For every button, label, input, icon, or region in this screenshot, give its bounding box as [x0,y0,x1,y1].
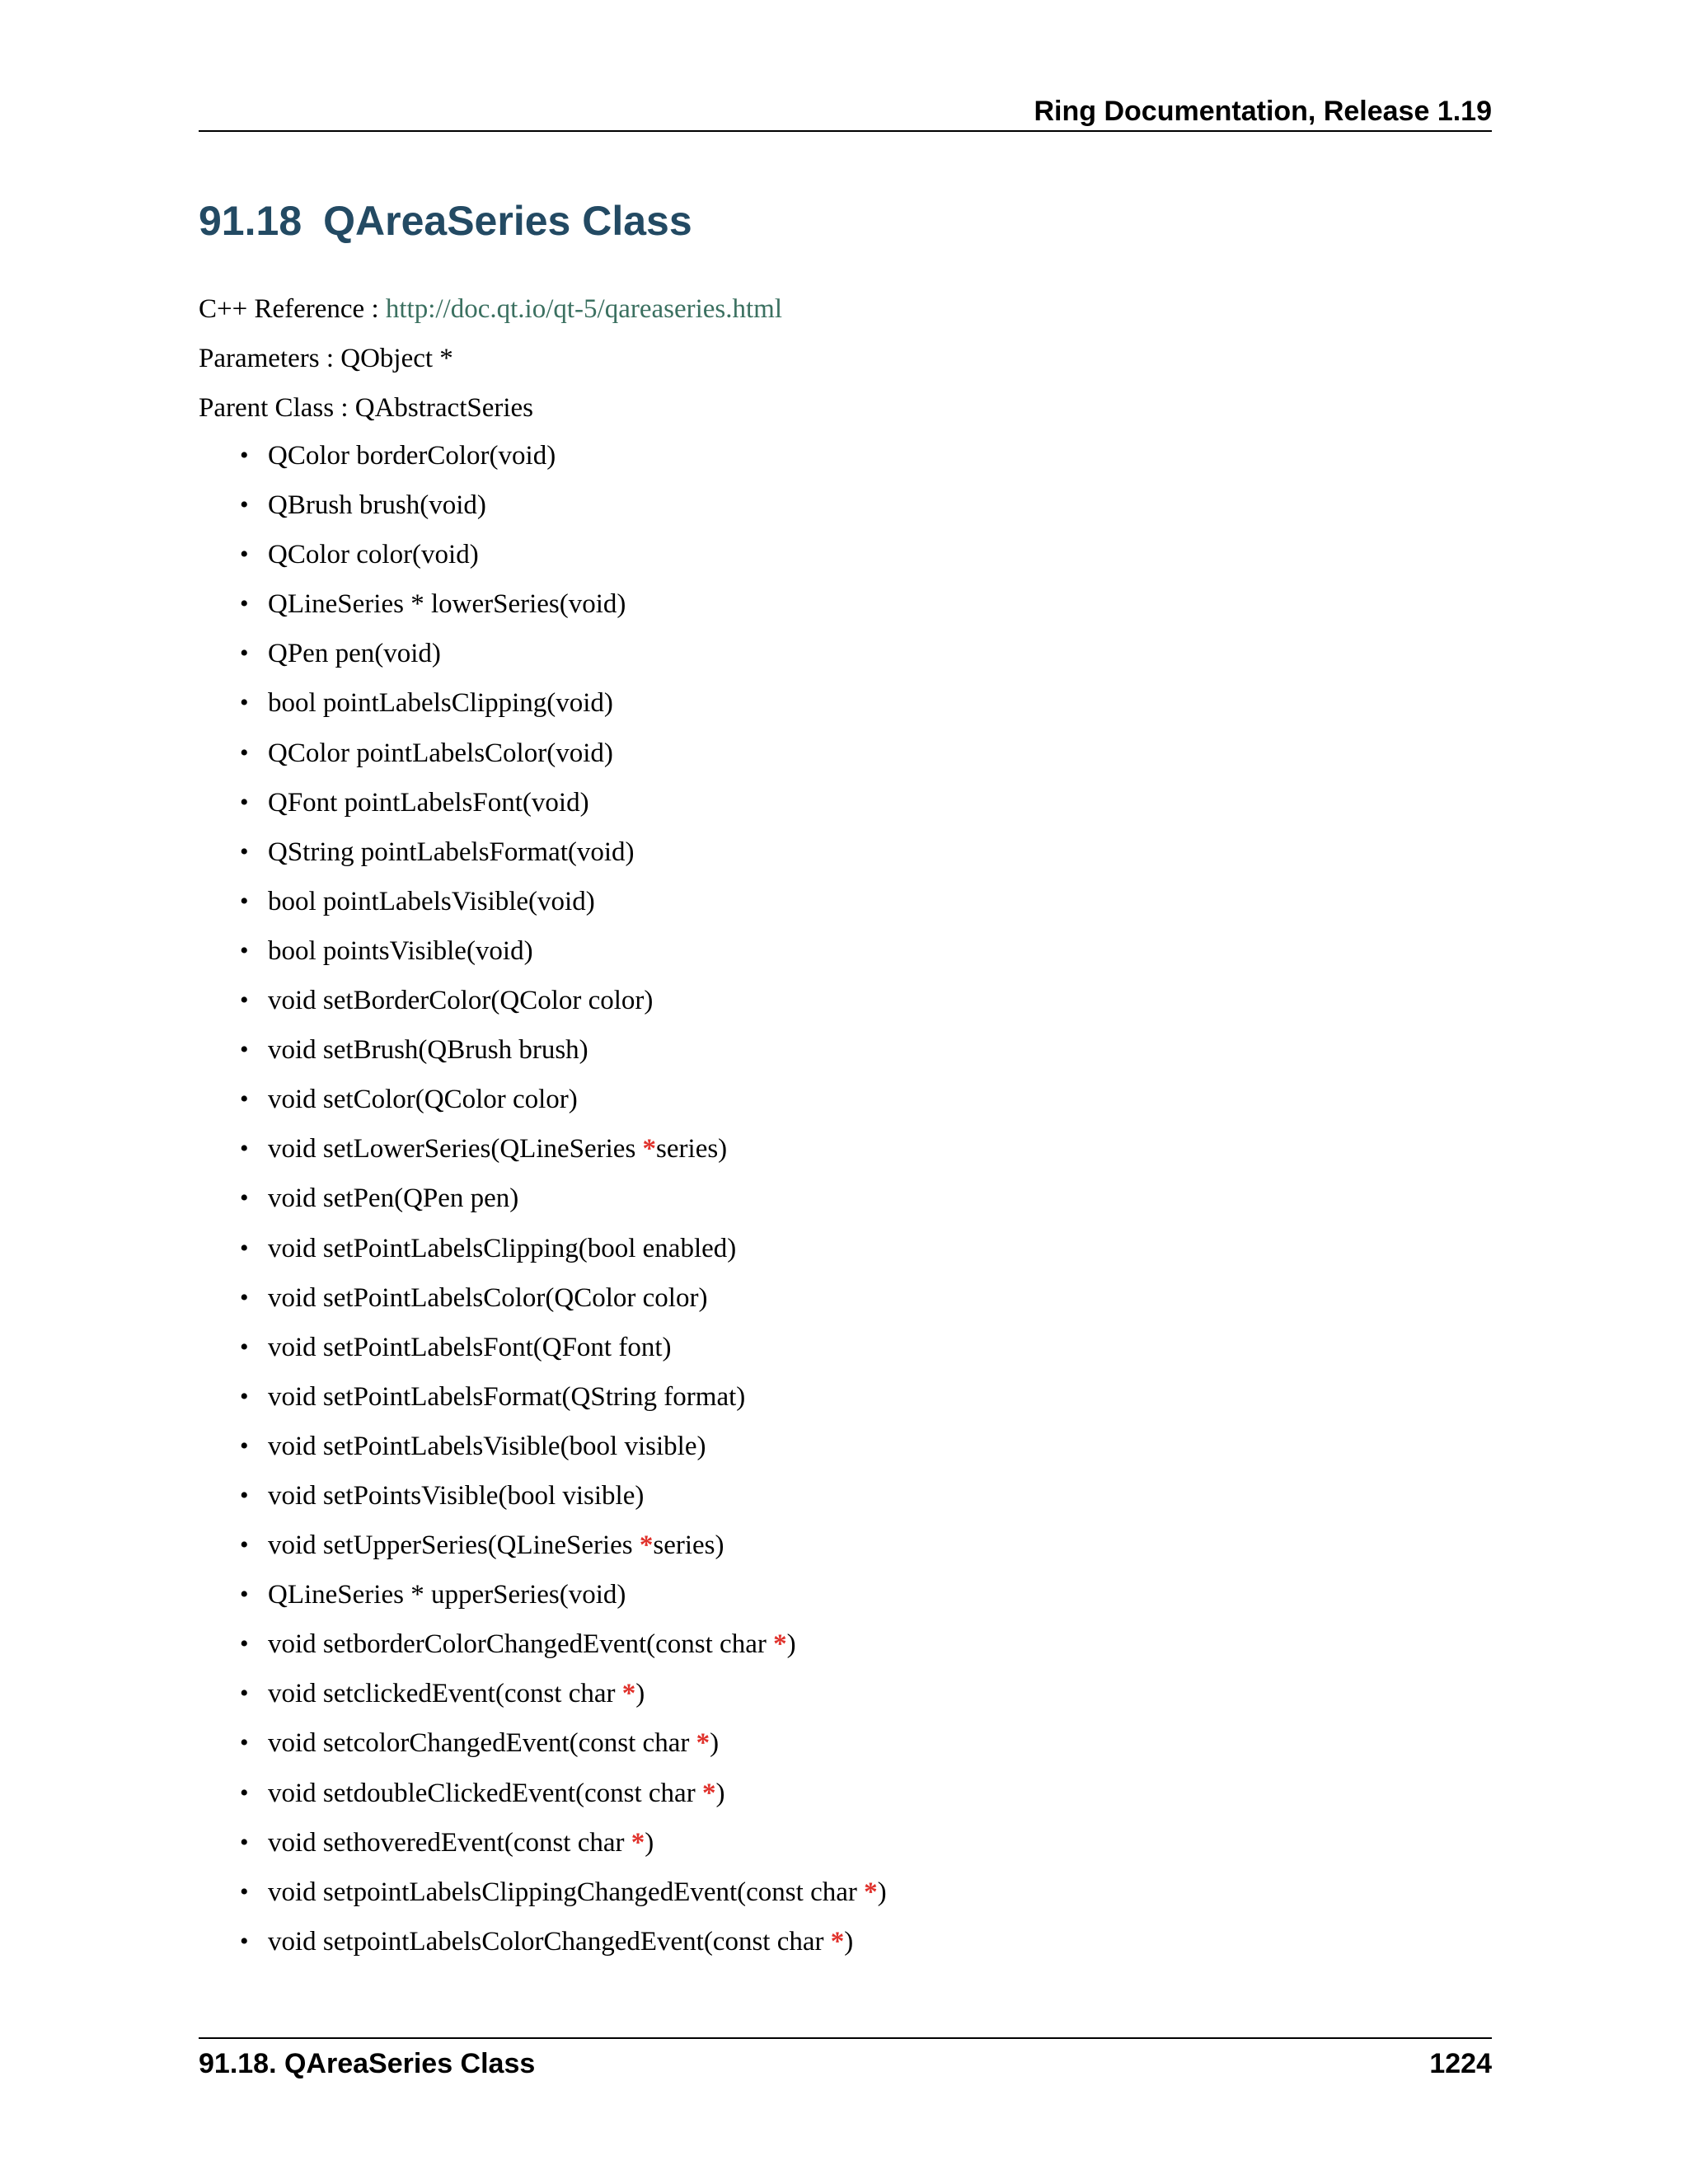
method-item [0,1868,887,1917]
section-title [199,188,692,254]
pointer-asterisk: * [696,1728,710,1759]
pointer-asterisk: * [631,1827,645,1858]
method-signature-tail: series) [656,1134,728,1165]
method-item [0,678,887,728]
method-signature: QBrush brush(void) [268,490,486,521]
pointer-asterisk: * [642,1134,657,1165]
method-item [0,1025,887,1075]
method-signature-tail: ) [786,1629,796,1660]
parameters-line: Parameters : QObject * [199,344,453,373]
method-item [0,827,887,877]
running-title: Ring Documentation, Release 1.19 [1034,96,1492,127]
method-item [0,926,887,976]
method-signature-tail: ) [645,1827,654,1858]
method-item [0,1471,887,1521]
method-item [0,778,887,827]
page-number: 1224 [1429,2048,1492,2079]
bullet-icon: • [240,1036,249,1064]
method-signature: void setborderColorChangedEvent(const char [268,1629,774,1660]
method-item [0,1224,887,1273]
footer-section-label: 91.18. QAreaSeries Class [199,2048,536,2079]
bullet-icon: • [240,491,249,519]
method-signature: void setpointLabelsClippingChangedEvent(const char [268,1877,865,1907]
method-signature: void setPointLabelsFormat(QString format) [268,1381,746,1412]
method-signature-tail: ) [877,1877,887,1907]
bullet-icon: • [240,590,249,618]
bullet-icon: • [240,1283,249,1311]
bullet-icon: • [240,1085,249,1113]
pointer-asterisk: * [773,1629,787,1660]
bullet-icon: • [240,1432,249,1460]
cpp-reference-line [199,284,782,334]
method-item [0,1521,887,1570]
bullet-icon: • [240,1531,249,1559]
method-signature: QPen pen(void) [268,639,441,669]
method-item [0,1769,887,1818]
section-number: 91.18 [199,198,302,244]
method-signature: void setPointLabelsVisible(bool visible) [268,1431,706,1461]
cpp-reference-link[interactable]: http://doc.qt.io/qt-5/qareaseries.html [385,294,783,324]
bullet-icon: • [240,1680,249,1708]
method-item [0,1174,887,1223]
method-signature: void setPointLabelsFont(QFont font) [268,1332,672,1362]
method-signature: QFont pointLabelsFont(void) [268,787,589,818]
class-meta [199,284,782,433]
bullet-icon: • [240,837,249,865]
method-signature: void setPen(QPen pen) [268,1183,519,1214]
bullet-icon: • [240,1382,249,1410]
section-title-text: QAreaSeries Class [323,198,692,244]
bullet-icon: • [240,1630,249,1658]
bullet-icon: • [240,1828,249,1856]
method-item [0,579,887,629]
bullet-icon: • [240,1234,249,1262]
bullet-icon: • [240,689,249,717]
bullet-icon: • [240,1135,249,1163]
cpp-reference-label: C++ Reference : [199,294,386,324]
bullet-icon: • [240,1481,249,1509]
bullet-icon: • [240,887,249,915]
method-item [0,431,887,480]
bullet-icon: • [240,1927,249,1955]
bullet-icon: • [240,1779,249,1807]
method-signature: QLineSeries * lowerSeries(void) [268,589,626,620]
method-signature: void setdoubleClickedEvent(const char [268,1778,702,1808]
bullet-icon: • [240,640,249,668]
method-signature: void setLowerSeries(QLineSeries [268,1134,643,1165]
parent-class-line: Parent Class : QAbstractSeries [199,393,534,423]
method-signature: QColor color(void) [268,540,479,570]
method-signature-tail: ) [844,1926,854,1957]
method-item [0,1372,887,1422]
method-item [0,729,887,778]
method-signature: void setBorderColor(QColor color) [268,986,654,1016]
bullet-icon: • [240,936,249,964]
bullet-icon: • [240,442,249,469]
method-item [0,1619,887,1669]
method-item [0,1570,887,1619]
method-signature: void setBrush(QBrush brush) [268,1035,588,1066]
method-item [0,877,887,926]
method-item [0,480,887,530]
method-item [0,629,887,678]
method-signature-tail: ) [710,1728,720,1759]
bullet-icon: • [240,541,249,569]
method-item [0,1718,887,1768]
method-item [0,1669,887,1718]
method-item [0,1124,887,1174]
bullet-icon: • [240,788,249,816]
method-signature-tail: series) [653,1530,724,1561]
pointer-asterisk: * [701,1778,716,1808]
bullet-icon: • [240,1333,249,1361]
bullet-icon: • [240,1581,249,1609]
method-list [0,431,887,1966]
method-item [0,530,887,579]
bullet-icon: • [240,987,249,1015]
pointer-asterisk: * [621,1679,636,1709]
bullet-icon: • [240,738,249,766]
method-signature: void sethoveredEvent(const char [268,1827,631,1858]
method-signature: QString pointLabelsFormat(void) [268,837,635,867]
method-signature: QLineSeries * upperSeries(void) [268,1580,626,1610]
method-signature: void setpointLabelsColorChangedEvent(const char [268,1926,831,1957]
method-item [0,1323,887,1372]
method-signature: QColor borderColor(void) [268,441,556,471]
method-signature: bool pointsVisible(void) [268,935,533,966]
method-signature: void setColor(QColor color) [268,1085,578,1115]
method-item [0,1917,887,1966]
method-signature-tail: ) [715,1778,725,1808]
method-signature-tail: ) [635,1679,645,1709]
method-signature: void setcolorChangedEvent(const char [268,1728,696,1759]
method-item [0,1818,887,1868]
method-signature: bool pointLabelsClipping(void) [268,688,613,719]
method-item [0,976,887,1025]
running-header [199,92,1492,132]
method-signature: void setPointLabelsColor(QColor color) [268,1282,708,1313]
method-signature: void setPointsVisible(bool visible) [268,1480,645,1511]
method-item [0,1273,887,1323]
bullet-icon: • [240,1184,249,1212]
method-signature: void setUpperSeries(QLineSeries [268,1530,640,1561]
method-signature: void setPointLabelsClipping(bool enabled) [268,1233,737,1263]
pointer-asterisk: * [830,1926,845,1957]
method-signature: bool pointLabelsVisible(void) [268,886,595,916]
pointer-asterisk: * [639,1530,654,1561]
method-item [0,1075,887,1124]
method-signature: void setclickedEvent(const char [268,1679,622,1709]
pointer-asterisk: * [864,1877,878,1907]
page-footer [199,2037,1492,2087]
method-signature: QColor pointLabelsColor(void) [268,738,613,768]
bullet-icon: • [240,1877,249,1905]
method-item [0,1422,887,1471]
bullet-icon: • [240,1729,249,1757]
